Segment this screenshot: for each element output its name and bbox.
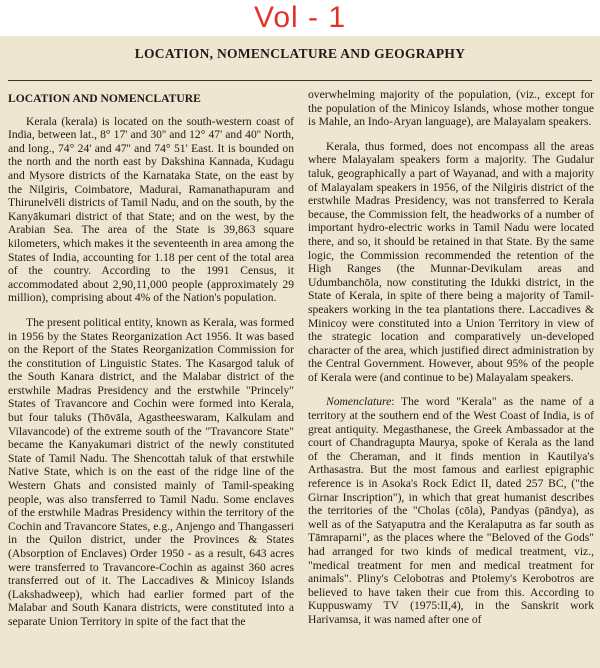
left-column — [8, 88, 294, 668]
right-column — [308, 88, 594, 668]
paragraph-continuation: overwhelming majority of the population, (viz., except for the population of the Minicoy Islands, whose mother tongue is Mahle, an Indo-Aryan language), are Malayalam speakers. — [308, 88, 594, 129]
nomenclature-text: : The word "Kerala" as the name of a territory at the southern end of the West Coast of India, is of great antiquity. Megasthanese, the Greek Ambassador at the court of Chandragupta Maurya, spoke of Kerala as the land of the Cheraman, and it finds mention in Kautilya's Arthasastra. But the most famous and earliest epigraphic reference is in Asoka's Rock Edict II, dated 257 BC, ("the Girnar Inscription"), in which that great humanist describes the territories of the "Cholas (cōla), Pandyas (pāndya), as well as of the Satyaputra and the Keralaputra as far south as Tāmraparni", as the places where the "Beloved of the Gods" had arranged for two kinds of medical treatment, viz., "medical treatment for men and medical treatment for animals". Pliny's Celobotras and Ptolemy's Kerobotros are believed to have taken their cue from this. According to Kuppuswamy TV (1975:II,4), in the Sanskrit work Harivamsa, it was named after one of — [308, 395, 594, 626]
chapter-title: LOCATION, NOMENCLATURE AND GEOGRAPHY — [134, 46, 466, 61]
book-page — [0, 36, 600, 668]
volume-banner — [0, 0, 600, 36]
paragraph-kerala-formed: Kerala, thus formed, does not encompass all the areas where Malayalam speakers form a majority. The Gudalur taluk, geographically a part of Wayanad, and with a majority of Malayalam speakers in 1956, of the Nilgiris district of the erstwhile Madras Presidency, was not transferred to Kerala because, the Commission felt, the headworks of a number of important hydro-electric works in Tamil Nadu were located there, and so, it should be retained in that State. By the same logic, the Commission recommended the retention of the High Ranges (the Munnar-Devikulam areas and Udumbanchōla, now constituting the Idukki district, in the State of Kerala, in spite of there being a majority of Tamil-speakers working in the tea plantations there. Laccadives & Minicoy were constituted into a Union Territory in view of the strategic location and comparatively un-developed character of the area, which justified direct administration by the Central Government. However, about 95% of the people of Kerala were (and continue to be) Malayalam speakers. — [308, 139, 594, 384]
text-columns — [8, 88, 594, 668]
title-rule — [8, 80, 592, 81]
section-heading: LOCATION AND NOMENCLATURE — [8, 92, 201, 105]
paragraph-nomenclature — [308, 395, 594, 626]
paragraph-location: Kerala (kerala) is located on the south-western coast of India, between lat., 8° 17' and 30'' and 12° 47' and 40'' North, and long., 74° 24' and 47'' and 74° 51' East. It is bounded on the north and the north east by Dakshina Kannada, Kudagu and Mysore districts of the Karnataka State, on the east by the Nilgiris, Coimbatore, Madurai, Ramanathapuram and Thirunelvēli districts of Tamil Nadu, and on the south, by the Kanyākumari district of that State; and on the west, by the Arabian Sea. The area of the State is 39,863 square kilometers, which makes it the seventeenth in area among the States of India, accounting for 1.18 per cent of the total area of the country. According to the 1991 Census, it accommodated about 2,90,11,000 people (approximately 29 million), comprising about 4% of the Nation's population. — [8, 114, 294, 305]
nomenclature-lead: Nomenclature — [326, 395, 392, 409]
volume-label: Vol - 1 — [253, 1, 347, 34]
paragraph-formation: The present political entity, known as Kerala, was formed in 1956 by the States Reorganization Act 1956. It was based on the Report of the States Reorganization Commission for the constitution of Linguistic States. The Kasargod taluk of the South Kanara district, and the Malabar district of the erstwhile Madras Presidency and the erstwhile "Princely" States of Travancore and Cochin were formed into Kerala, but four taluks (Thōvāla, Agastheeswaram, Kalkulam and Vilavancode) of the extreme south of the "Travancore State" became the Kanyakumari district of the newly constituted State of Tamil Nadu. The Shencottah taluk of that erstwhile Native State, which is on the east of the ridge line of the Western Ghats and consisted mainly of Tamil-speaking people, was also transferred to Tamil Nadu. Some enclaves of the erstwhile Madras Presidency within the territory of the Cochin and Travancore States, e.g., Anjengo and Thangasseri in the Quilon district, under the Provinces & States (Absorption of Enclaves) Order 1950 - as a result, 643 acres were transferred to Travancore-Cochin as against 360 acres transferred out of it. The Laccadives & Minicoy Islands (Lakshadweep), which had earlier formed part of the Malabar and South Kanara districts, were constituted into a separate Union Territory in spite of the fact that the — [8, 315, 294, 628]
